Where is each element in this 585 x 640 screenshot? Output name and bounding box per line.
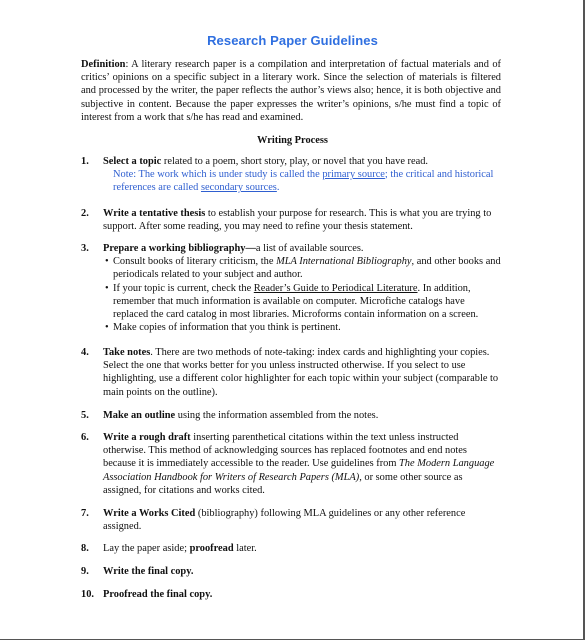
step-title: Take notes (103, 347, 151, 358)
step-text: . There are two methods of note-taking: index cards and highlighting your copies. Select the one that works better for you unless instructed otherwise. If you select to use highlighting, use a different color highlighter for each topic within your subject (comparable to main points on the outline). (103, 347, 499, 398)
bullet-text: Consult books of literary criticism, the (113, 256, 277, 268)
primary-source-link[interactable]: primary source (322, 169, 385, 181)
definition-paragraph (81, 58, 501, 124)
step-title: Write a tentative thesis (103, 208, 206, 219)
step-number: 10. (81, 589, 94, 600)
readers-guide-title: Reader’s Guide to Periodical Literature (253, 282, 418, 294)
step-number: 6. (81, 432, 89, 443)
bullet-text: Make copies of information that you think is pertinent. (113, 322, 341, 334)
step-text: inserting parenthetical citations within the text unless instructed otherwise. This method of acknowledging sources has replaced footnotes and end notes because it is immediately accessible to the reader. Use guidelines from (103, 432, 467, 470)
step-title: Write a rough draft (103, 432, 191, 443)
bullet-item (103, 321, 501, 334)
step-1 (81, 155, 501, 195)
step-number: 9. (81, 566, 89, 577)
step-6 (81, 431, 501, 497)
bullet-italic: MLA International Bibliography (276, 256, 412, 268)
step-9 (81, 565, 501, 578)
note-text: . (276, 182, 280, 194)
mla-handbook-title: The Modern Language Association Handbook for Writers of Research Papers (MLA) (103, 458, 495, 483)
bullet-icon: • (105, 256, 109, 268)
bullet-text: If your topic is current, check the (113, 282, 254, 294)
step-number: 1. (81, 156, 89, 167)
definition-text: : A literary research paper is a compilation and interpretation of factual materials and of critics’ opinions on a specific subject in a literary work. Since the selection of materials is filtered and processed by the writer, the paper reflects the author’s views also; hence, it is both objective and subjective in content. Because the paper expresses the writer’s opinions, s/he must find a topic of interest from a work that s/he has read and examined. (81, 59, 501, 123)
step-text: , or some other source as assigned, for citations and works cited. (103, 471, 463, 496)
step-text: later. (233, 543, 257, 554)
step-10 (81, 588, 501, 601)
step-title: Proofread the final copy. (103, 589, 213, 600)
step-number: 3. (81, 243, 89, 254)
step-text: to establish your purpose for research. This is what you are trying to support. After some reading, you may need to refine your thesis statement. (103, 208, 492, 233)
definition-label: Definition (81, 59, 126, 70)
step-note (103, 168, 501, 194)
step-title: Write the final copy. (103, 566, 194, 577)
bullet-item (103, 255, 501, 281)
step-8 (81, 542, 501, 555)
secondary-sources-link[interactable]: secondary sources (200, 182, 277, 194)
document-title: Research Paper Guidelines (207, 33, 378, 48)
step-7 (81, 507, 501, 533)
step-title: Select a topic (103, 156, 162, 167)
section-heading: Writing Process (257, 135, 328, 146)
step-title: Prepare a working bibliography— (103, 243, 256, 254)
step-text: related to a poem, short story, play, or novel that you have read. (161, 156, 429, 167)
step-text: (bibliography) following MLA guidelines or any other reference assigned. (103, 508, 466, 533)
bullet-item (103, 282, 501, 322)
step-number: 8. (81, 543, 89, 554)
step-number: 5. (81, 410, 89, 421)
step-2 (81, 207, 501, 233)
step-title: proofread (189, 543, 234, 554)
step-number: 7. (81, 508, 89, 519)
bullet-text: , and other books and periodicals related to your subject and author. (113, 256, 501, 281)
bullet-text: . In addition, remember that much information is available on computer. Microfiche catalogs have replaced the card catalog in most libraries. Microforms contain information on a screen. (113, 282, 479, 321)
step-text: a list of available sources. (255, 243, 364, 254)
bullet-icon: • (105, 282, 109, 294)
note-text: Note: The work which is under study is called the (113, 169, 323, 181)
step-number: 2. (81, 208, 89, 219)
step-title: Make an outline (103, 410, 176, 421)
bullet-icon: • (105, 322, 109, 334)
step-5 (81, 409, 501, 422)
step-number: 4. (81, 347, 89, 358)
step-3 (81, 242, 501, 334)
step-4 (81, 346, 501, 399)
step-text: Lay the paper aside; (103, 543, 190, 554)
step-title: Write a Works Cited (103, 508, 196, 519)
step-text: using the information assembled from the notes. (175, 410, 379, 421)
note-text: ; the critical and historical references are called (113, 169, 494, 194)
